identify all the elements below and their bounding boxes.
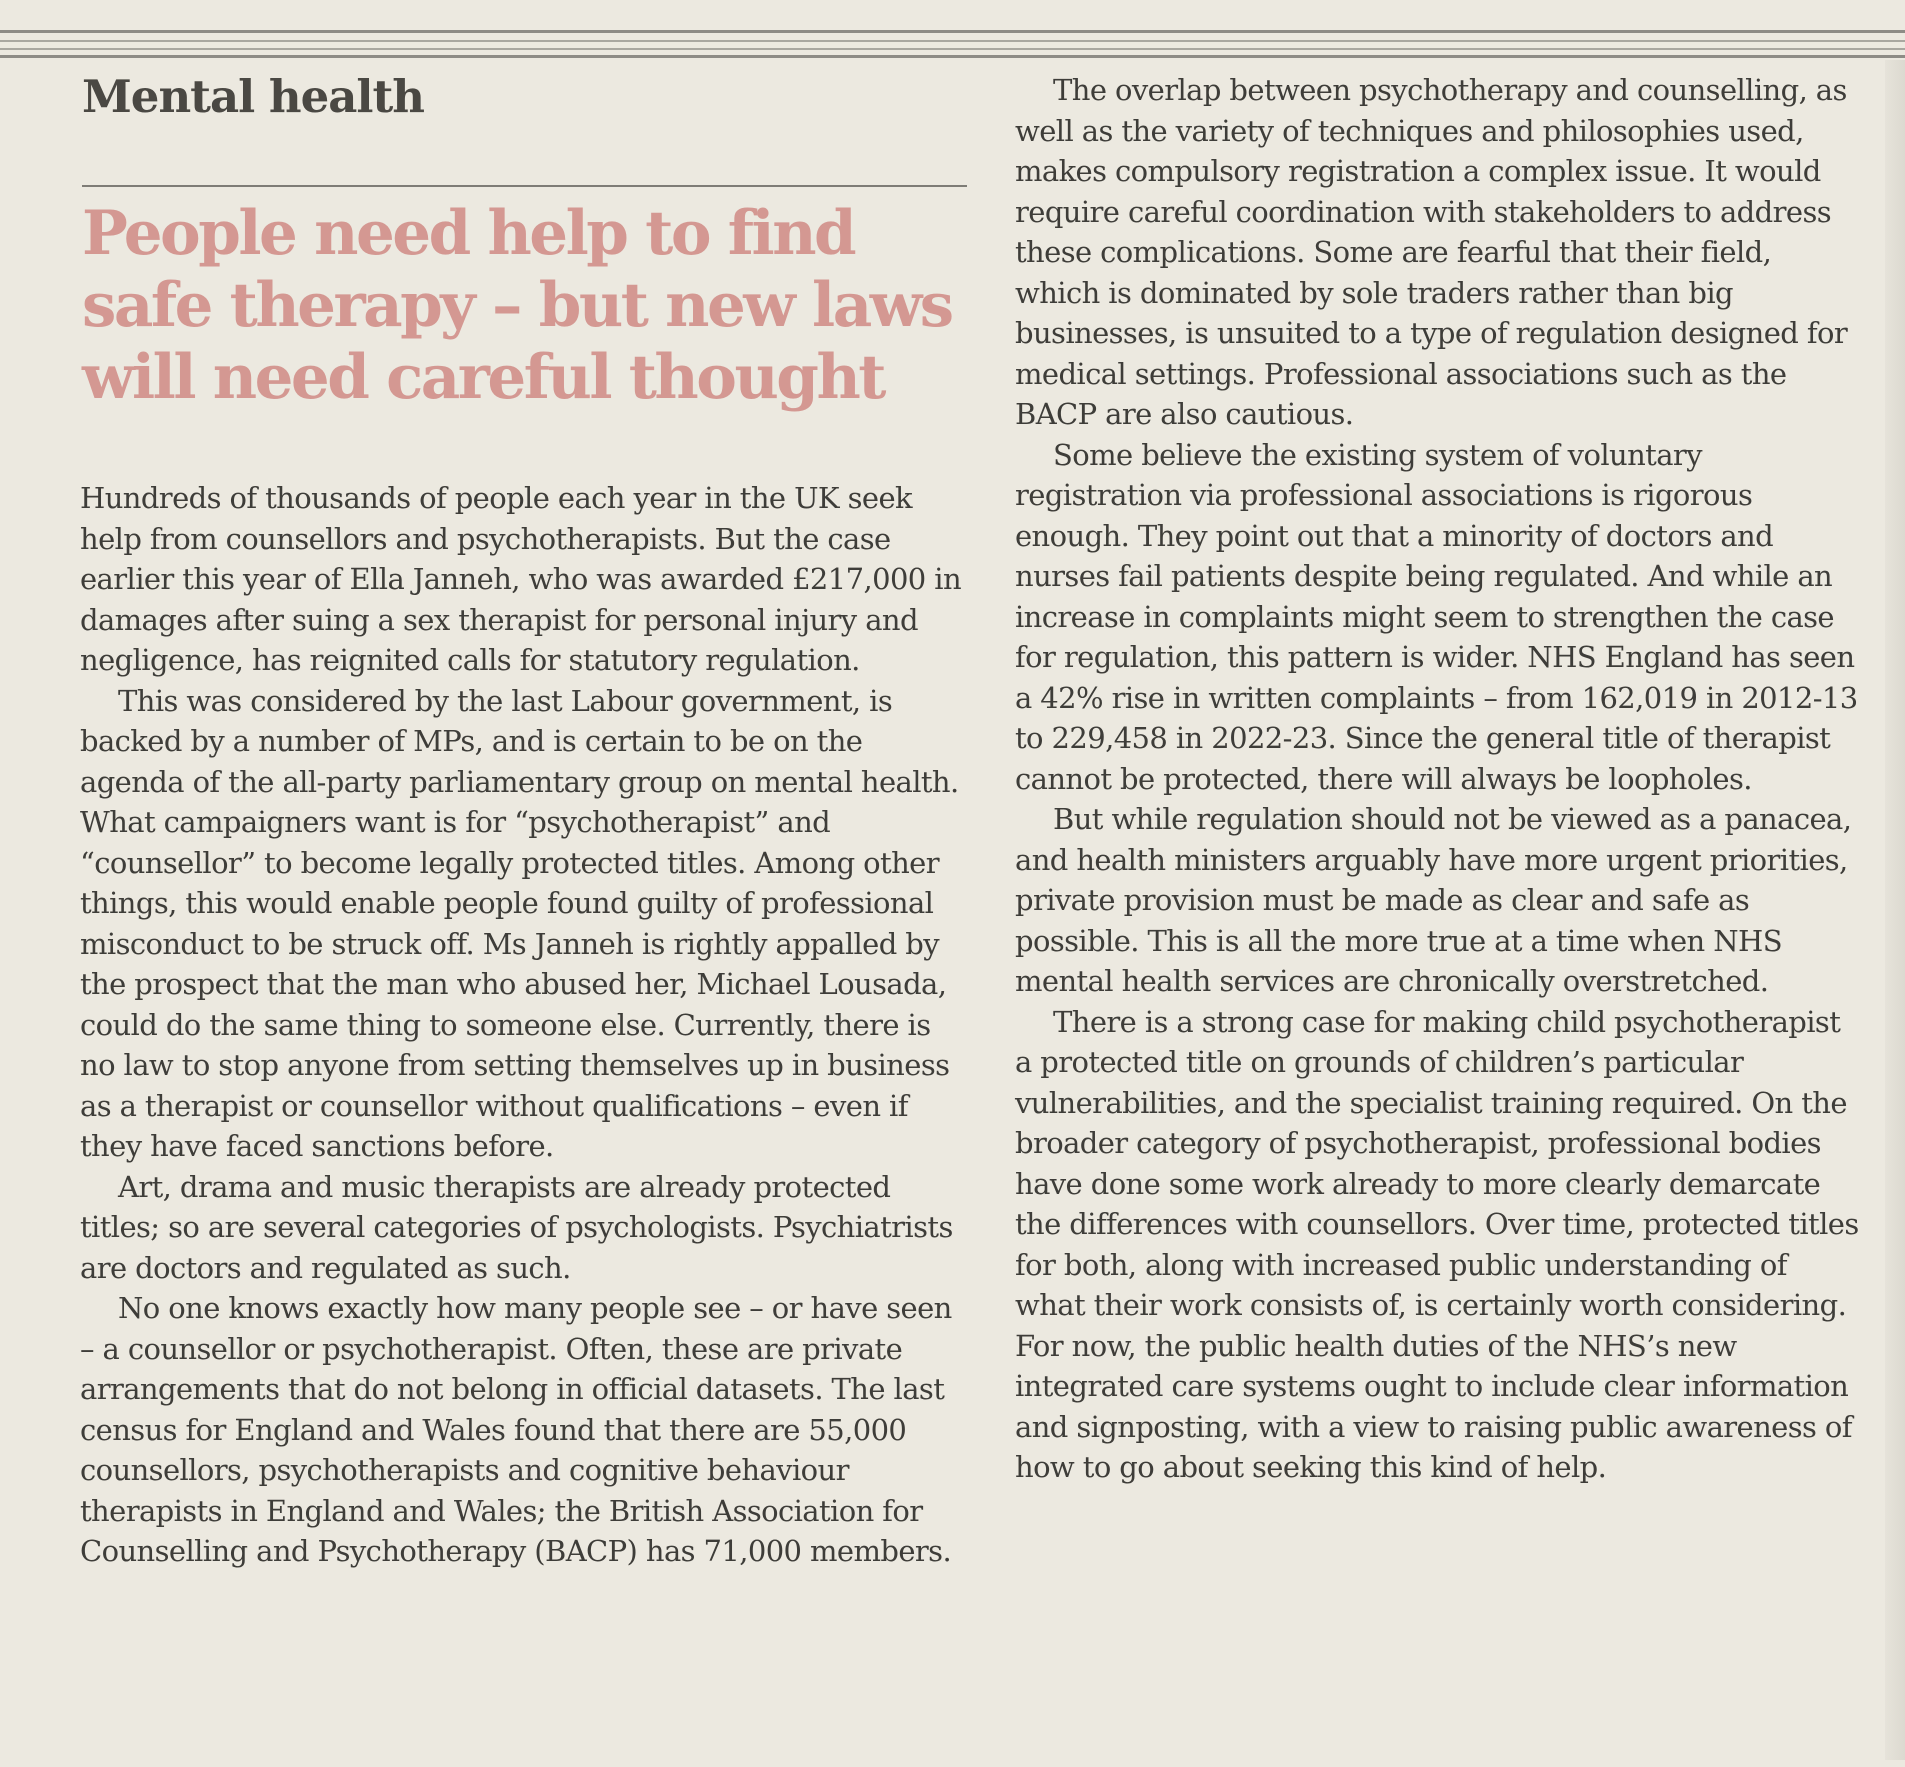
paragraph: But while regulation should not be viewed as a panacea, and health ministers arguably have more urgent priorities, private provision must be made as clear and safe as possible. This is all the more true at a time when NHS mental health services are chronically overstretched. bbox=[1015, 802, 1852, 998]
paragraph: Hundreds of thousands of people each year in the UK seek help from counsellors and psychotherapists. But the case earlier this year of Ella Janneh, who was awarded £217,000 in damages after suing a sex therapist for personal injury and negligence, has reignited calls for statutory regulation. bbox=[80, 481, 962, 677]
article-headline: People need help to find safe therapy – but new laws will need careful thought bbox=[82, 198, 952, 413]
section-divider bbox=[82, 185, 967, 187]
page-top-rule bbox=[0, 30, 1905, 58]
paragraph: This was considered by the last Labour government, is backed by a number of MPs, and is certain to be on the agenda of the all-party parliamentary group on mental health. What campaigners want is for “psychotherapist” and “counsellor” to become legally protected titles. Among other things, this would enable people found guilty of professional misconduct to be struck off. Ms Janneh is rightly appalled by the prospect that the man who abused her, Michael Lousada, could do the same thing to someone else. Currently, there is no law to stop anyone from setting themselves up in business as a therapist or counsellor without qualifications – even if they have faced sanctions before. bbox=[80, 683, 959, 1163]
paragraph: Some believe the existing system of voluntary registration via professional associations is rigorous enough. They point out that a minority of doctors and nurses fail patients despite being regulated. And while an increase in complaints might seem to strengthen the case for regulation, this pattern is wider. NHS England has seen a 42% rise in written complaints – from 162,019 in 2012-13 to 229,458 in 2022-23. Since the general title of therapist cannot be protected, there will always be loopholes. bbox=[1015, 437, 1858, 796]
paragraph: No one knows exactly how many people see – or have seen – a counsellor or psychotherapist. Often, these are private arrangements that do not belong in official datasets. The last census for England and Wales found that there are 55,000 counsellors, psychotherapists and cognitive behaviour therapists in England and Wales; the British Association for Counselling and Psychotherapy (BACP) has 71,000 members. bbox=[80, 1291, 952, 1568]
article-left-column bbox=[80, 478, 970, 1572]
paragraph: The overlap between psychotherapy and counselling, as well as the variety of techniques and philosophies used, makes compulsory registration a complex issue. It would require careful coordination with stakeholders to address these complications. Some are fearful that their field, which is dominated by sole traders rather than big businesses, is unsuited to a type of regulation designed for medical settings. Professional associations such as the BACP are also cautious. bbox=[1015, 73, 1848, 431]
paragraph: Art, drama and music therapists are already protected titles; so are several categories of psychologists. Psychiatrists are doctors and regulated as such. bbox=[80, 1169, 953, 1285]
page-edge bbox=[1885, 60, 1905, 1760]
paragraph: There is a strong case for making child psychotherapist a protected title on grounds of children’s particular vulnerabilities, and the specialist training required. On the broader category of psychotherapist, professional bodies have done some work already to more clearly demarcate the differences with counsellors. Over time, protected titles for both, along with increased public understanding of what their work consists of, is certainly worth considering. For now, the public health duties of the NHS’s new integrated care systems ought to include clear information and signposting, with a view to raising public awareness of how to go about seeking this kind of help. bbox=[1015, 1004, 1859, 1484]
article-right-column bbox=[1015, 70, 1860, 1488]
section-label: Mental health bbox=[82, 70, 424, 123]
